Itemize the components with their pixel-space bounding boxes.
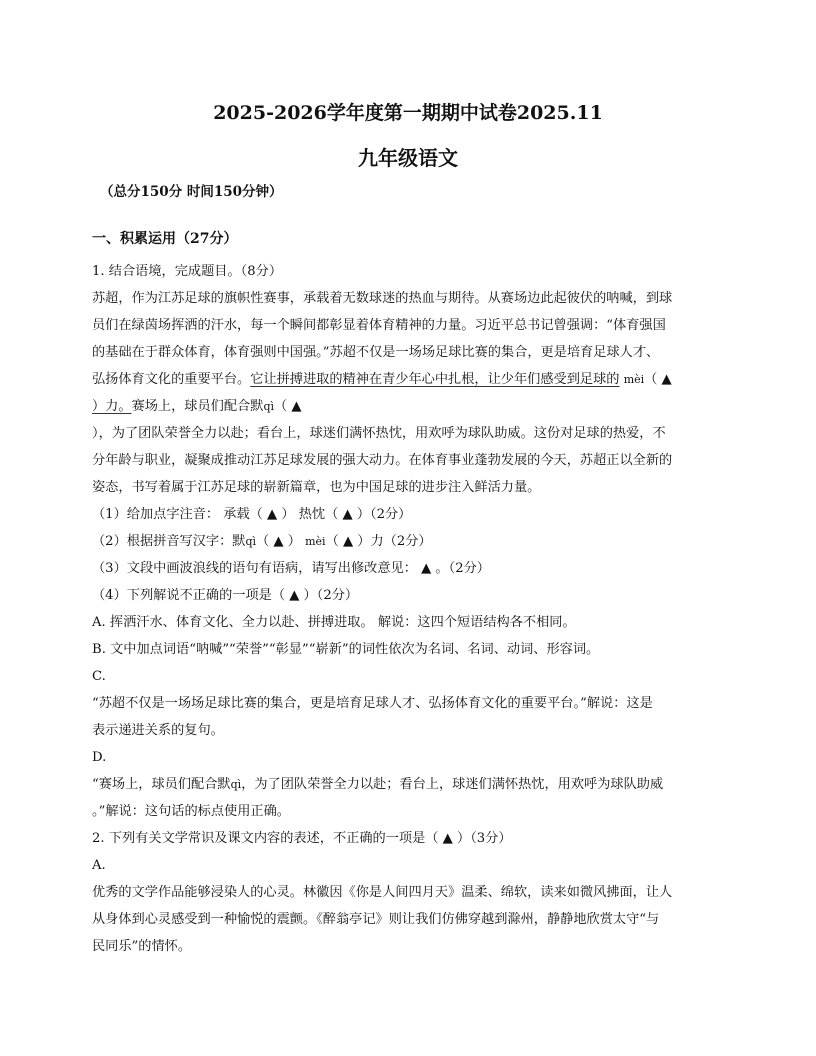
passage-line: ），为了团队荣誉全力以赴；看台上，球迷们满怀热忱，用欢呼为球队助威。这份对足球的热爱，不 <box>92 426 666 441</box>
passage-line: 姿态，书写着属于江苏足球的崭新篇章，也为中国足球的进步注入鲜活力量。 <box>92 480 541 495</box>
option-c-text: “苏超不仅是一场场足球比赛的集合，更是培育足球人才、弘扬体育文化的重要平台。”解说：这是 <box>92 696 653 711</box>
answer-blank: （ ▲ ）力（2分） <box>325 534 432 549</box>
subquestion-1: （1）给加点字注音： 承载（ ▲ ） 热忱（ ▲ ）（2分） <box>92 507 412 522</box>
passage-line <box>92 366 718 393</box>
passage-line: 的基础在于群众体育，体育强则中国强。”苏超不仅是一场场足球比赛的集合，更是培育足球人才、 <box>92 345 660 360</box>
passage-text: 赛场上，球员们配合默 <box>131 399 264 414</box>
answer-blank: （ ▲ ） <box>256 534 306 549</box>
pinyin: mèi <box>623 373 645 386</box>
pinyin: qì <box>245 535 257 548</box>
question-2-stem: 2. 下列有关文学常识及课文内容的表述，不正确的一项是（ ▲ ）（3分） <box>92 831 512 846</box>
passage-line: 员们在绿茵场挥洒的汗水，每一个瞬间都彰显着体育精神的力量。习近平总书记曾强调：“体育强国 <box>92 318 666 333</box>
passage-line <box>92 393 718 420</box>
answer-blank: （ ▲ <box>274 399 302 414</box>
option-a-text: 优秀的文学作品能够浸染人的心灵。林徽因《你是人间四月天》温柔、绵软，读来如微风拂面，让人 <box>92 885 673 900</box>
wavy-underlined-sentence: 它让拼搏进取的精神在青少年心中扎根，让少年们感受到足球的 <box>250 372 620 387</box>
option-a-label: A. <box>92 858 106 873</box>
option-d-text <box>92 771 718 798</box>
exam-title: 2025-2026学年度第一期期中试卷2025.11 <box>213 102 603 124</box>
option-c-label: C. <box>92 669 106 684</box>
subquestion-2 <box>92 528 718 555</box>
pinyin: mèi <box>305 535 326 548</box>
section-heading: 一、积累运用（27分） <box>92 231 238 247</box>
answer-blank: （ ▲ <box>644 372 672 387</box>
wavy-underlined-sentence: ）力。 <box>92 399 132 414</box>
option-text: ，为了团队荣誉全力以赴；看台上，球迷们满怀热忱，用欢呼为球队助威 <box>241 777 664 792</box>
option-d-label: D. <box>92 750 107 765</box>
option-a-text: 民同乐”的情怀。 <box>92 939 192 954</box>
option-c-text: 表示递进关系的复句。 <box>92 723 224 738</box>
subquestion-4: （4）下列解说不正确的一项是（ ▲ ）（2分） <box>92 588 359 603</box>
pinyin: qì <box>263 400 274 413</box>
option-b: B. 文中加点词语“呐喊”“荣誉”“彰显”“崭新”的词性依次为名词、名词、动词、形容词。 <box>92 642 600 657</box>
question-1-stem: 1. 结合语境，完成题目。（8分） <box>92 264 283 279</box>
passage-line: 苏超，作为江苏足球的旗帜性赛事，承载着无数球迷的热血与期待。从赛场边此起彼伏的呐喊，到球 <box>92 291 673 306</box>
passage-text: 弘扬体育文化的重要平台。 <box>92 372 251 387</box>
option-text: “赛场上，球员们配合默 <box>92 777 231 792</box>
option-a-text: 从身体到心灵感受到一种愉悦的震颤。《醉翁亭记》则让我们仿佛穿越到滁州，静静地欣赏太守“与 <box>92 912 660 927</box>
pinyin: qì <box>230 778 242 791</box>
question-body <box>92 258 718 960</box>
exam-info: （总分150分 时间150分钟） <box>100 184 283 200</box>
subquestion-3: （3）文段中画波浪线的语句有语病，请写出修改意见： ▲ 。（2分） <box>92 561 490 576</box>
exam-subject: 九年级语文 <box>358 146 458 170</box>
subquestion-text: （2）根据拼音写汉字：默 <box>92 534 246 549</box>
option-a: A. 挥洒汗水、体育文化、全力以赴、拼搏进取。 解说：这四个短语结构各不相同。 <box>92 615 576 630</box>
option-d-text: 。”解说：这句话的标点使用正确。 <box>92 804 290 819</box>
passage-line: 分年龄与职业，凝聚成推动江苏足球发展的强大动力。在体育事业蓬勃发展的今天，苏超正以全新的 <box>92 453 673 468</box>
